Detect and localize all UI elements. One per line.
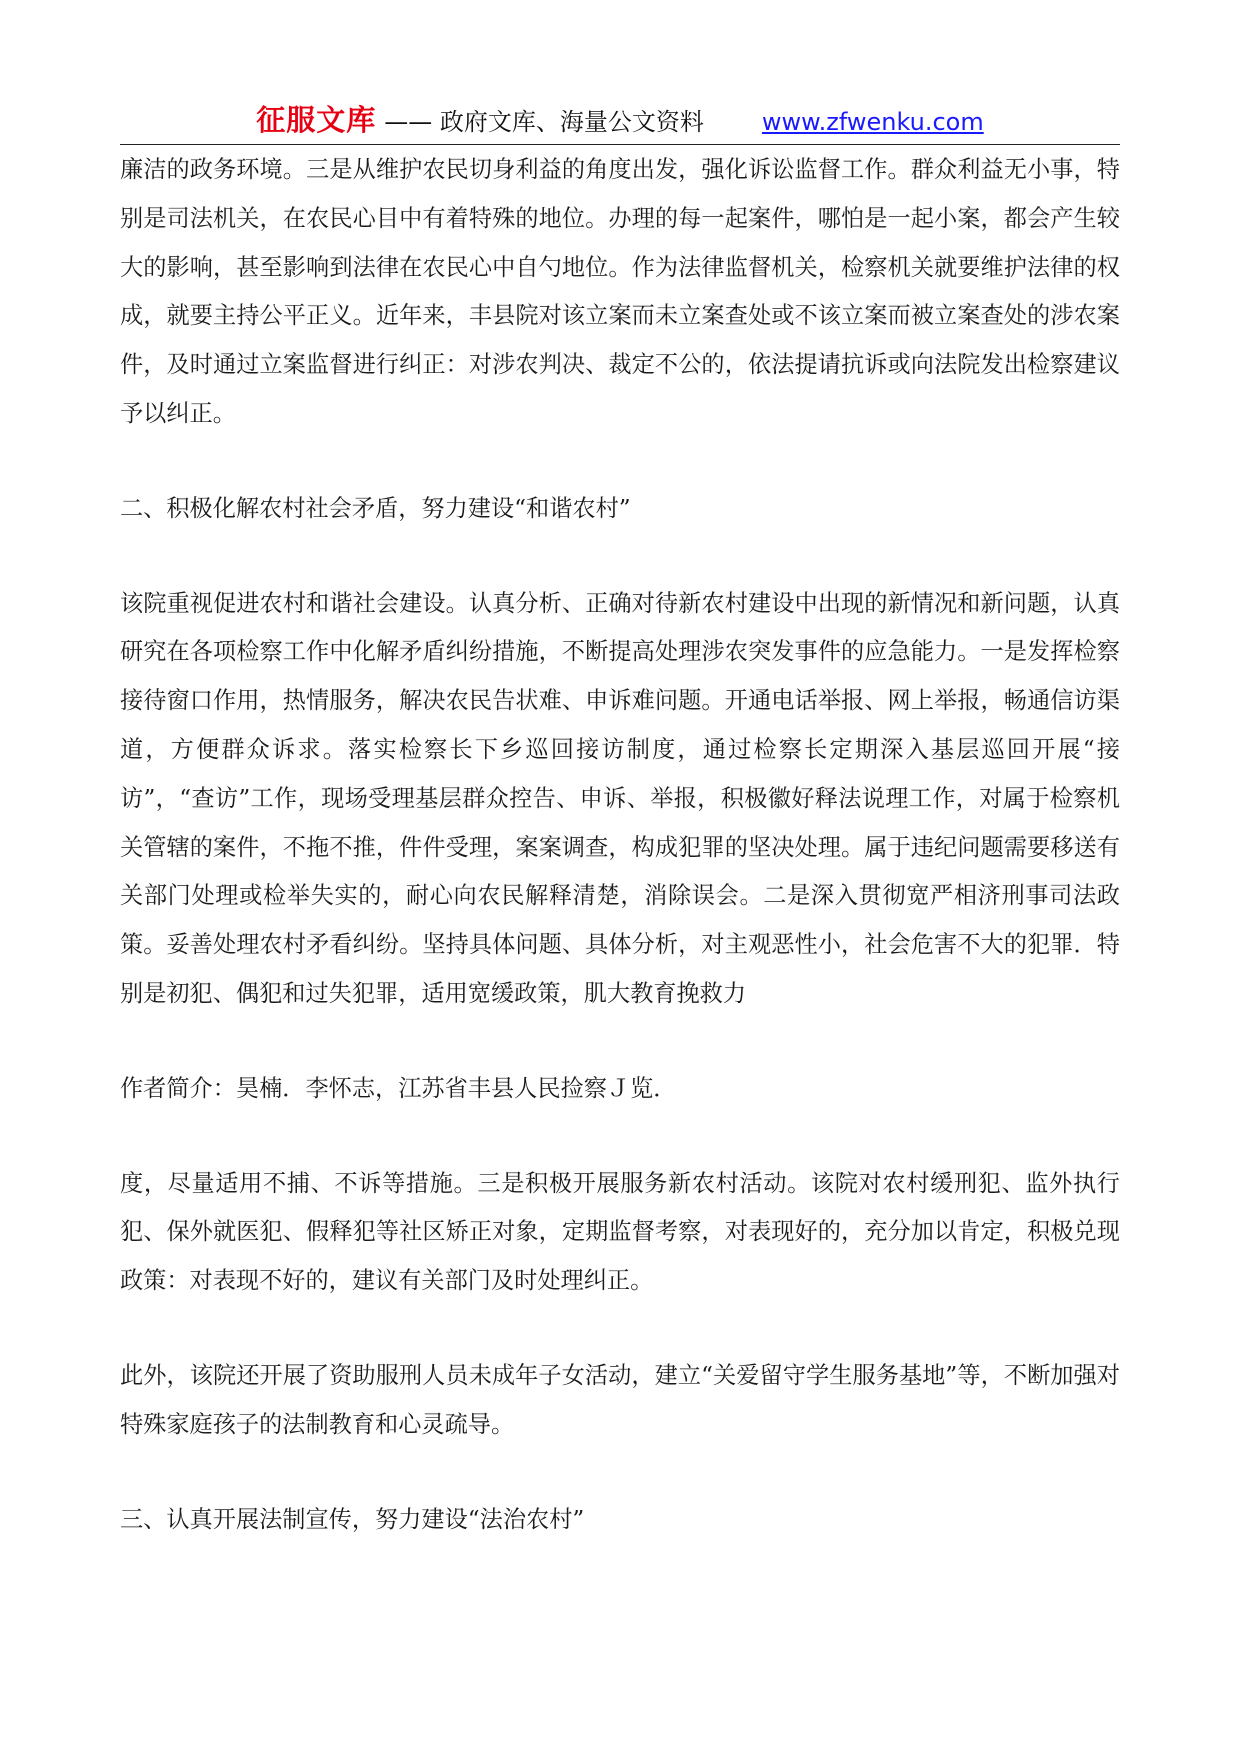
paragraph-spacer (120, 534, 1120, 580)
paragraph-spacer (120, 439, 1120, 485)
section-heading-rule-of-law-village: 三、认真开展法制宣传，努力建设“法治农村” (120, 1505, 585, 1533)
paragraph-left-behind-children: 此外，该院还开展了资助服刑人员未成年子女活动，建立“关爱留守学生服务基地”等，不断加强对特殊家庭孩子的法制教育和心灵疏导。 (120, 1361, 1120, 1438)
paragraph-spacer (120, 1114, 1120, 1160)
author-note: 作者简介：昊楠．李怀志，江苏省丰县人民捡察Ｊ览． (120, 1074, 677, 1102)
paragraph-harmonious-society: 该院重视促进农村和谐社会建设。认真分析、正确对待新农村建设中出现的新情况和新问题，认真研究在各项检察工作中化解矛盾纠纷措施，不断提高处理涉农突发事件的应急能力。一是发挥检察接待窗口作用，热情服务，解决农民告状难、申诉难问题。开通电话举报、网上举报，畅通信访渠道，方便群众诉求。落实检察长下乡巡回接访制度，通过检察长定期深入基层巡回开展“接访”，“查访”工作，现场受理基层群众控告、申诉、举报，积极徽好释法说理工作，对属于检察机关管辖的案件，不拖不推，件件受理，案案调查，构成犯罪的坚决处理。属于违纪问题需要移送有关部门处理或检举失实的，耐心向农民解释清楚，消除误会。二是深入贯彻宽严相济刑事司法政策。妥善处理农村矛看纠纷。坚持具体问题、具体分析，对主观恶性小，社会危害不大的犯罪．特别是初犯、偶犯和过失犯罪，适用宽缓政策，肌大教育挽救力 (120, 589, 1120, 1007)
paragraph-integrity-environment: 廉洁的政务环境。三是从维护农民切身利益的角度出发，强化诉讼监督工作。群众利益无小事，特别是司法机关，在农民心目中有着特殊的地位。办理的每一起案件，哪怕是一起小案，都会产生较大的影响，甚至影响到法律在农民心中自勺地位。作为法律监督机关，检察机关就要维护法律的权成，就要主持公平正义。近年来，丰县院对该立案而未立案查处或不该立案而被立案查处的涉农案件，及时通过立案监督进行纠正：对涉农判决、裁定不公的，依法提请抗诉或向法院发出检察建议予以纠正。 (120, 156, 1120, 427)
document-body (120, 146, 1120, 1544)
paragraph-spacer (120, 1450, 1120, 1496)
paragraph-spacer (120, 1019, 1120, 1065)
header-divider (120, 144, 1120, 145)
section-heading-harmonious-village: 二、积极化解农村社会矛盾，努力建设“和谐农村” (120, 494, 631, 522)
paragraph-community-correction: 度，尽量适用不捕、不诉等措施。三是积极开展服务新农村活动。该院对农村缓刑犯、监外执行犯、保外就医犯、假释犯等社区矫正对象，定期监督考察，对表现好的，充分加以肯定，积极兑现政策：对表现不好的，建议有关部门及时处理纠正。 (120, 1169, 1120, 1295)
paragraph-spacer (120, 1306, 1120, 1352)
site-url-link[interactable]: www.zfwenku.com (761, 108, 984, 136)
brand-logo-text: 征服文库 (256, 103, 377, 137)
header-tagline: —— 政府文库、海量公文资料 (384, 108, 704, 136)
page-header (120, 98, 1120, 144)
